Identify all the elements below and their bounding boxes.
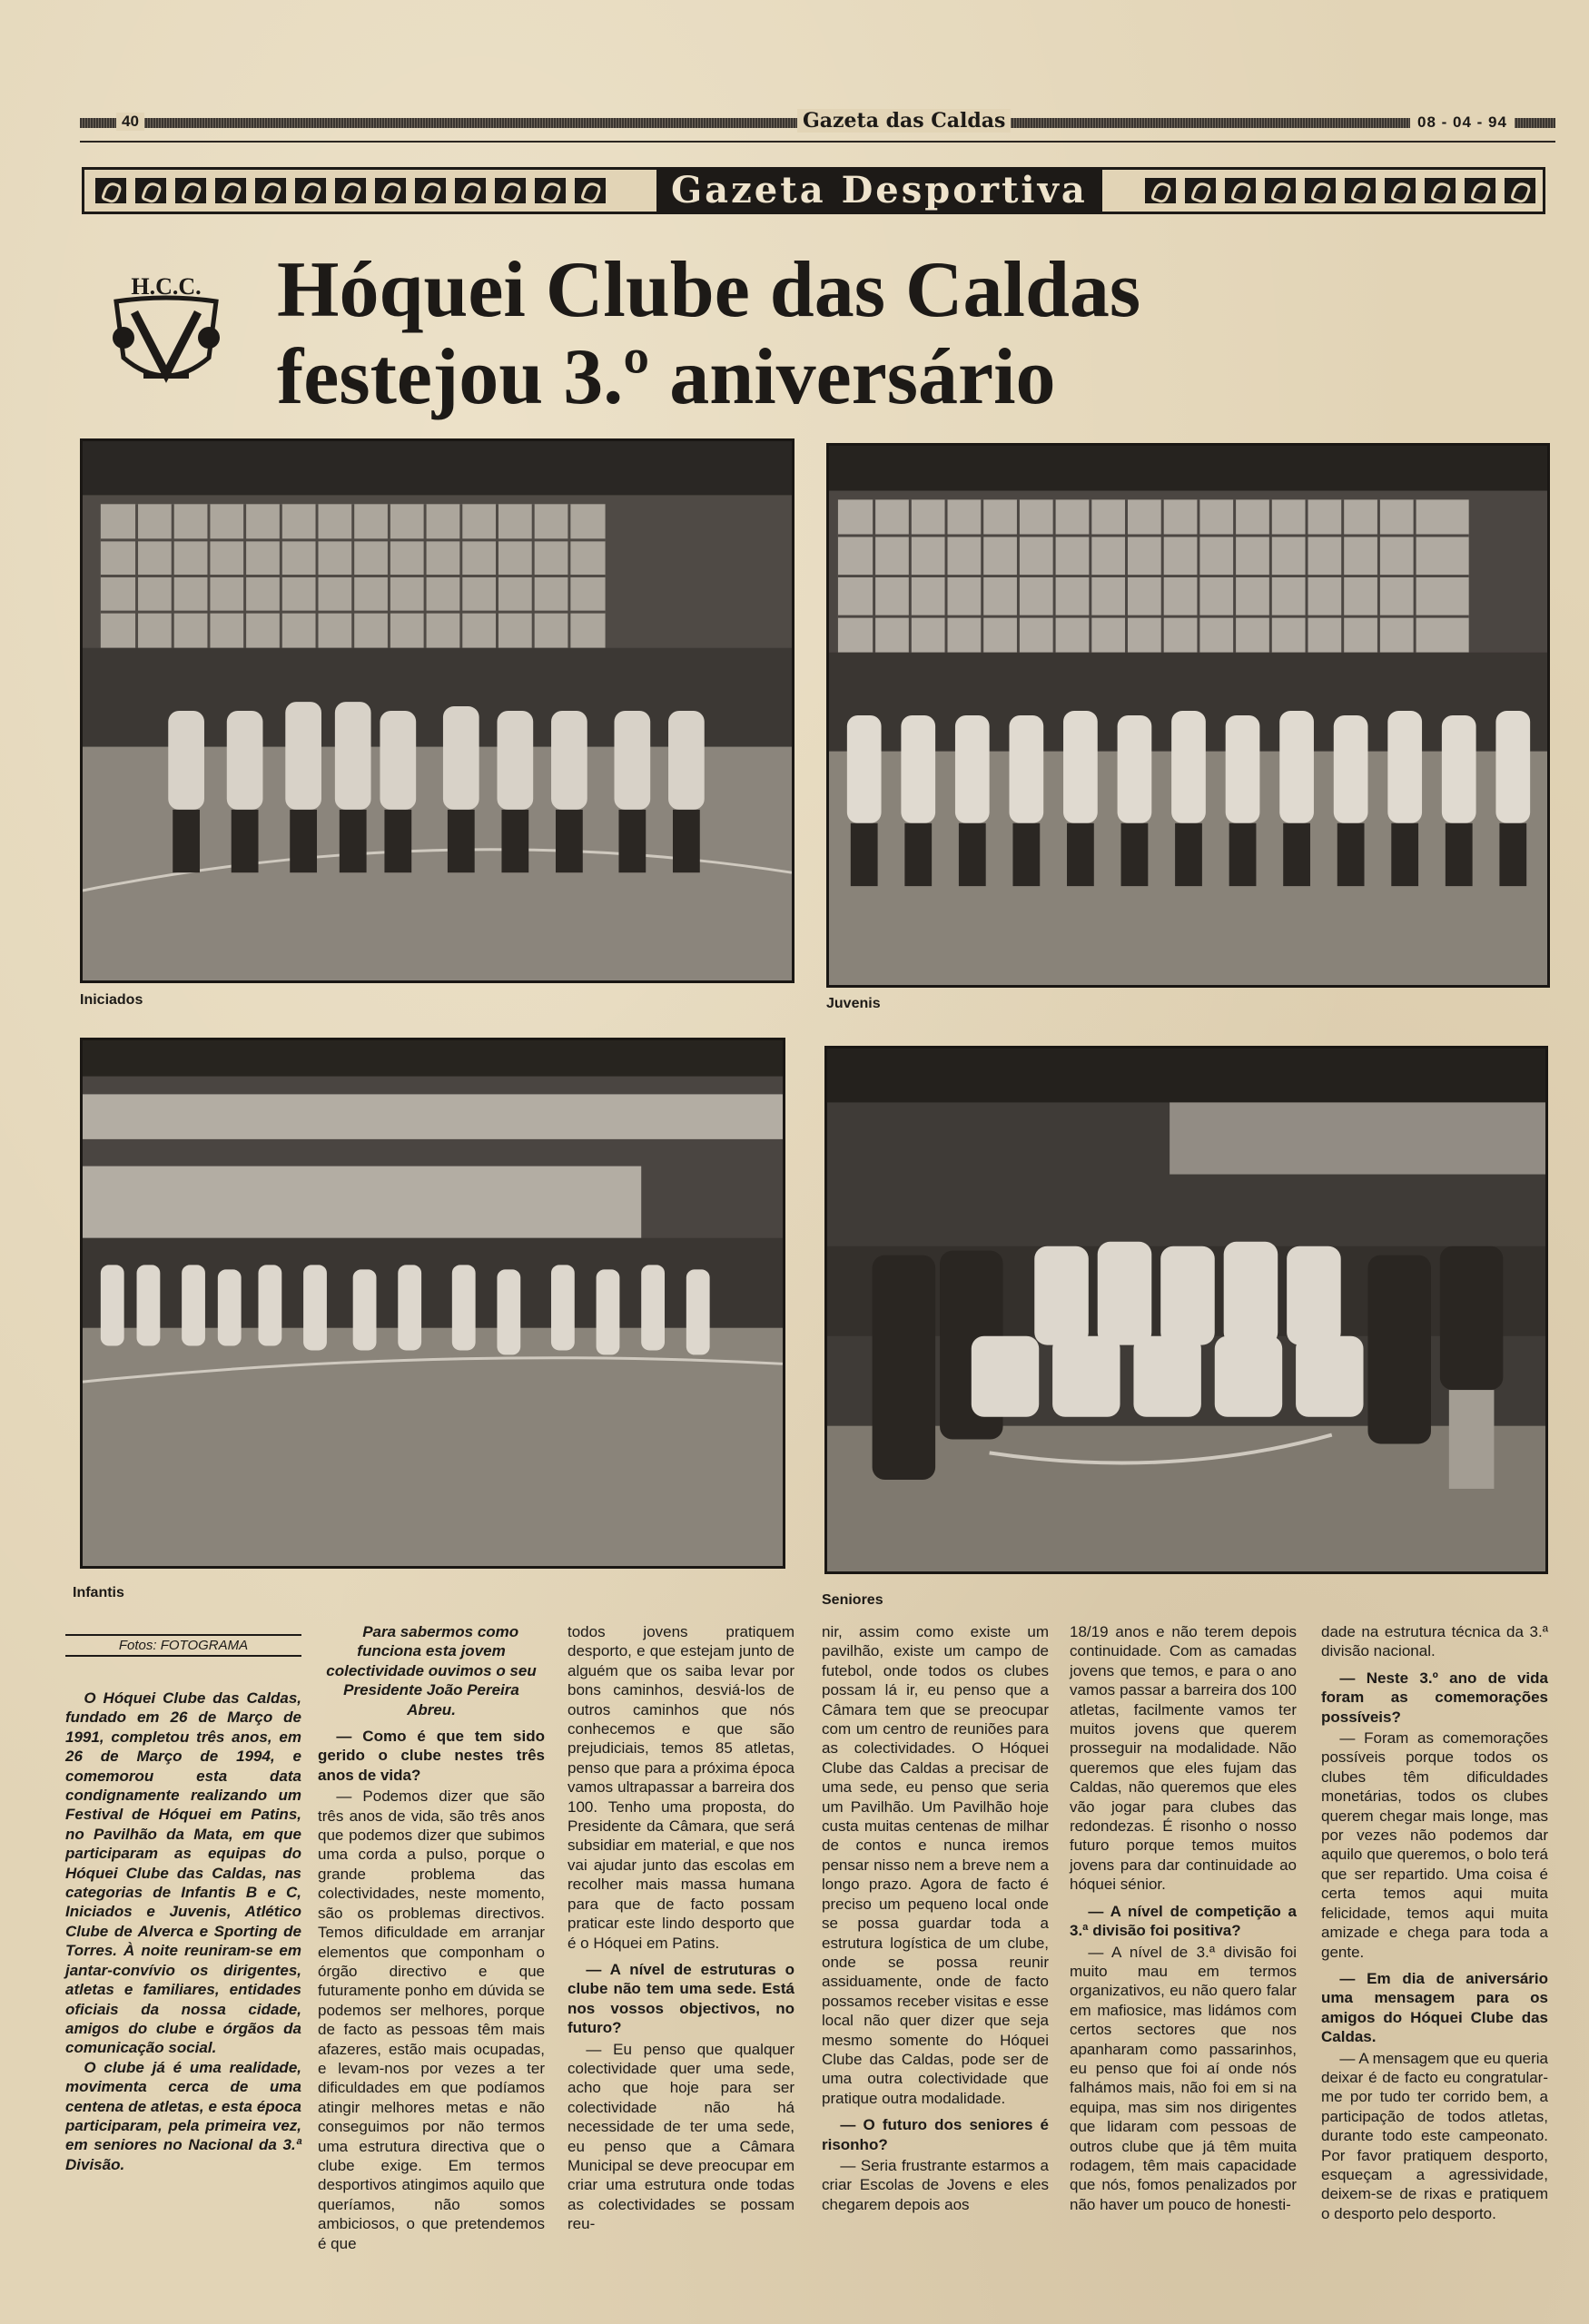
article-column-2 bbox=[318, 1622, 545, 2253]
team-photo-juvenis bbox=[826, 443, 1550, 988]
interview-question: — Neste 3.º ano de vida foram as comemorações possíveis? bbox=[1321, 1669, 1548, 1726]
interview-question: — A nível de estruturas o clube não tem uma sede. Está nos vossos objectivos, no futuro? bbox=[568, 1960, 794, 2037]
sport-pictogram-strip-right bbox=[1145, 178, 1535, 203]
photo-caption-infantis: Infantis bbox=[73, 1585, 124, 1600]
section-title: Gazeta Desportiva bbox=[656, 167, 1102, 214]
interview-answer: — A nível de 3.ª divisão foi muito mau em termos organizativos, eu não quero falar em mafiosice, mas lidámos com certos sectores que nos apanharam como passarinhos, eu penso que foi aí onde nós falhámos mais, não foi em si na equipa, mas sim nos dirigentes que lidaram com pessoas de outros clube que já têm muita rodagem, têm mais capacidade que nós, fomos penalizados por não haver um pouco de honesti- bbox=[1070, 1943, 1297, 2213]
interview-answer-continued: nir, assim como existe um pavilhão, existe um campo de futebol, onde todos os clubes possam lá ir, eu penso que a Câmara tem que se preocupar com um centro de reuniões para as colectividades. O Hóquei Clube das Caldas a precisar de uma sede, eu penso que seria um Pavilhão. Um Pavilhão hoje custa muitas centenas de milhar de contos e nunca iremos pensar nisso nem a breve nem a longo prazo. Agora de facto é preciso um pequeno local onde se possa guardar toda a estrutura logística de um clube, onde se possa reunir assiduamente, onde de facto possamos receber visitas e esse local não quer dizer que seja mesmo somente do Hóquei Clube das Caldas, pode ser de uma outra colectividade que pratique outra modalidade. bbox=[822, 1623, 1049, 2107]
article-column-4 bbox=[822, 1622, 1049, 2214]
lead-paragraph: O Hóquei Clube das Caldas, fundado em 26 de Março de 1991, completou três anos, em 26 de Março de 1994, e comemorou esta data condignamente realizando um Festival de Hóquei em Patins, no Pavilhão da Mata, em que participaram as equipas do Hóquei Clube das Caldas, nas categorias de Infantis B e C, Iniciados e Juvenis, Atlético Clube de Alverca e Sporting de Torres. À noite reuniram-se em jantar-convívio os dirigentes, atletas e familiares, entidades oficiais da nossa cidade, amigos do clube e órgãos da comunicação social. bbox=[65, 1689, 301, 2057]
newspaper-name: Gazeta das Caldas bbox=[797, 109, 1011, 133]
section-banner bbox=[82, 167, 1545, 214]
interview-question: — O futuro dos seniores é risonho? bbox=[822, 2116, 1049, 2153]
article-column-6 bbox=[1321, 1622, 1548, 2223]
club-crest-logo bbox=[107, 267, 225, 394]
lead-paragraph-2: O clube já é uma realidade, movimenta cerca de uma centena de atletas, e esta época participaram, pela primeira vez, em seniores no Nacional da 3.ª Divisão. bbox=[65, 2058, 301, 2173]
interview-answer: — Eu penso que qualquer colectividade quer uma sede, acho que hoje para ser colectividade não há necessidade de ter uma sede, eu penso que a Câmara Municipal se deve preocupar em criar uma estrutura onde todas as colectividades se possam reu- bbox=[568, 2040, 794, 2233]
team-photo-infantis bbox=[80, 1038, 785, 1569]
header-rule bbox=[80, 141, 1555, 143]
interview-answer-continued: dade na estrutura técnica da 3.ª divisão nacional. bbox=[1321, 1623, 1548, 1660]
interview-question: — Em dia de aniversário uma mensagem para os amigos do Hóquei Clube das Caldas. bbox=[1321, 1969, 1548, 2046]
interview-intro: Para sabermos como funciona esta jovem colectividade ouvimos o seu Presidente João Pereira Abreu. bbox=[326, 1623, 537, 1718]
crest-letters: H.C.C. bbox=[131, 273, 202, 300]
interview-answer: — Foram as comemorações possíveis porque todos os clubes têm dificuldades monetárias, todos os clubes querem chegar mais longe, mas por vezes não podemos dar aquilo que queremos, o bolo terá que ser repartido. Uma coisa é certa temos aqui muita felicidade, temos aqui muita amizade e chega para toda a gente. bbox=[1321, 1729, 1548, 1961]
interview-answer: — A mensagem que eu queria deixar é de facto eu congratular-me por tudo ter corrido bem, a participação de todos atletas, durante todo este campeonato. Por favor pratiquem desporto, esqueçam a agressividade, deixem-se de rixas e pratiquem o desporto pelo desporto. bbox=[1321, 2049, 1548, 2222]
article-headline bbox=[277, 247, 1140, 421]
page-number: 40 bbox=[116, 113, 144, 131]
photo-caption-juvenis: Juvenis bbox=[826, 996, 881, 1011]
team-photo-iniciados bbox=[80, 438, 794, 983]
interview-question: — Como é que tem sido gerido o clube nestes três anos de vida? bbox=[318, 1728, 545, 1784]
running-header bbox=[80, 109, 1555, 133]
team-photo-seniores bbox=[824, 1046, 1548, 1574]
photo-credit: Fotos: FOTOGRAMA bbox=[65, 1634, 301, 1657]
article-column-3 bbox=[568, 1622, 794, 2234]
photo-caption-seniores: Seniores bbox=[822, 1592, 883, 1608]
interview-answer: — Seria frustrante estarmos a criar Escolas de Jovens e eles chegarem depois aos bbox=[822, 2156, 1049, 2213]
interview-answer-continued: 18/19 anos e não terem depois continuidade. Com as camadas jovens que temos, e para o ano vamos passar a barreira dos 100 atletas, facilmente vamos ter muitos jovens que querem prosseguir na modalidade. Não queremos que eles fujam das Caldas, não queremos que eles vão jogar para clubes das redondezas. É risonho o nosso futuro porque temos muitos jovens para dar continuidade ao hóquei sénior. bbox=[1070, 1623, 1297, 1894]
interview-answer-continued: todos jovens pratiquem desporto, e que estejam junto de alguém que os saiba levar por bons caminhos, desviá-los de outros caminhos que nós conhecemos e que são prejudiciais, temos 85 atletas, penso que para a próxima época vamos ultrapassar a barreira dos 100. Tenho uma proposta, do Presidente da Câmara, que será subsidiar em material, e que nos vai ajudar junto das escolas em recolher mais massa humana para que de facto possam praticar este lindo desporto que é o Hóquei em Patins. bbox=[568, 1623, 794, 1952]
photo-caption-iniciados: Iniciados bbox=[80, 992, 143, 1008]
article-column-5 bbox=[1070, 1622, 1297, 2214]
article-column-1 bbox=[65, 1689, 301, 2174]
sport-pictogram-strip-left bbox=[95, 178, 606, 203]
issue-date: 08 - 04 - 94 bbox=[1410, 113, 1515, 132]
interview-question: — A nível de competição a 3.ª divisão foi positiva? bbox=[1070, 1902, 1297, 1940]
headline-line-1: Hóquei Clube das Caldas bbox=[277, 246, 1141, 334]
headline-line-2: festejou 3.º aniversário bbox=[277, 333, 1056, 421]
interview-answer: — Podemos dizer que são três anos de vida, são três anos que podemos dizer que subimos uma corda a pulso, porque o grande problema das colectividades, neste momento, são os problemas directivos. Temos dificuldade em arranjar elementos que componham o órgão directivo e que futuramente ponho em dúvida se podemos ser melhores, porque de facto as pessoas têm mais afazeres, estão mais ocupadas, e levam-nos por vezes a ter dificuldades em que podíamos atingir melhores metas e não conseguimos por não termos uma estrutura directiva que o clube exige. Em termos desportivos atingimos aquilo que queríamos, não somos ambiciosos, o que pretendemos é que bbox=[318, 1787, 545, 2252]
